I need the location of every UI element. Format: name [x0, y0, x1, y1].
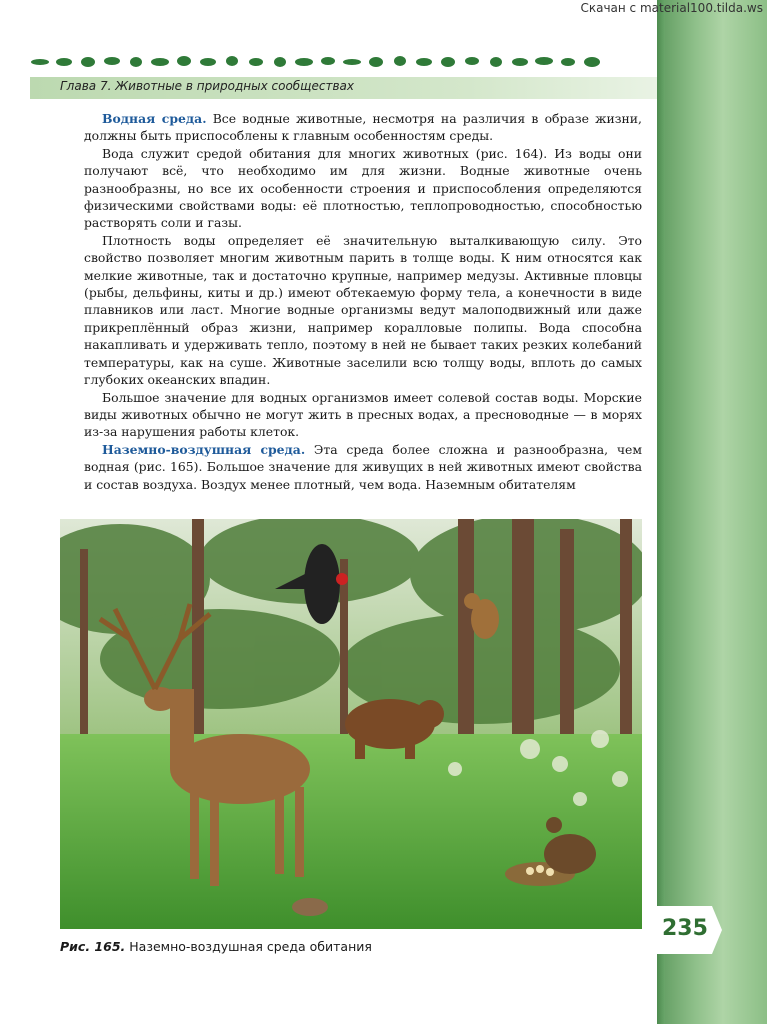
green-side-band	[657, 0, 767, 1024]
paragraph	[84, 145, 642, 232]
chapter-title: Глава 7. Животные в природных сообществах	[60, 79, 354, 93]
paragraph-text: Вода служит средой обитания для многих животных (рис. 164). Из воды они получают всё, что необходимо им для жизни. Водные животные очень разнообразны, но все их особенности строения и приспособления определяются физическими свойствами воды: её плотностью, теплопроводностью, способностью растворять соли и газы.	[84, 145, 642, 231]
download-watermark: Скачан с material100.tilda.ws	[580, 1, 763, 15]
term-heading: Наземно-воздушная среда.	[102, 441, 306, 457]
paragraph-text: Эта среда более сложна и разнообразна, чем водная (рис. 165). Большое значение для живущих в ней животных имеют свойства и состав воздуха. Воздух менее плотный, чем вода. Наземным обитателям	[84, 441, 642, 492]
forest-illustration	[60, 519, 642, 929]
figure-label: Рис. 165.	[60, 939, 126, 954]
figure-caption	[60, 939, 372, 954]
chapter-header	[30, 77, 657, 99]
page-number: 235	[662, 916, 708, 941]
paragraph	[84, 389, 642, 441]
term-heading: Водная среда.	[102, 111, 207, 126]
paragraph	[84, 232, 642, 389]
paragraph	[84, 110, 642, 145]
paragraph-text: Плотность воды определяет её значительную выталкивающую силу. Это свойство позволяет многим животным парить в толще воды. К ним относятся как мелкие животные, так и достаточно крупные, например медузы. Активные пловцы (рыбы, дельфины, киты и др.) имеют обтекаемую форму тела, а конечности в виде плавников или ласт. Многие водные организмы ведут малоподвижный или даже прикреплённый образ жизни, например коралловые полипы. Вода способна накапливать и удерживать тепло, поэтому в ней не бывает таких резких колебаний температуры, как на суше. Животные заселили всю толщу воды, вплоть до самых глубоких океанских впадин.	[84, 232, 642, 388]
vole	[292, 898, 328, 916]
figure-caption-text: Наземно-воздушная среда обитания	[125, 939, 372, 954]
page-number-tab	[650, 906, 722, 954]
paragraph	[84, 441, 642, 493]
animal-silhouettes-strip	[30, 52, 612, 70]
body-text	[84, 110, 642, 493]
paragraph-text: Большое значение для водных организмов имеет солевой состав воды. Морские виды животных обычно не могут жить в пресных водах, а пресноводные — в морях из-за нарушения работы клеток.	[84, 389, 642, 440]
paragraph-text: Все водные животные, несмотря на различия в образе жизни, должны быть приспособлены к главным особенностям среды.	[84, 111, 642, 144]
